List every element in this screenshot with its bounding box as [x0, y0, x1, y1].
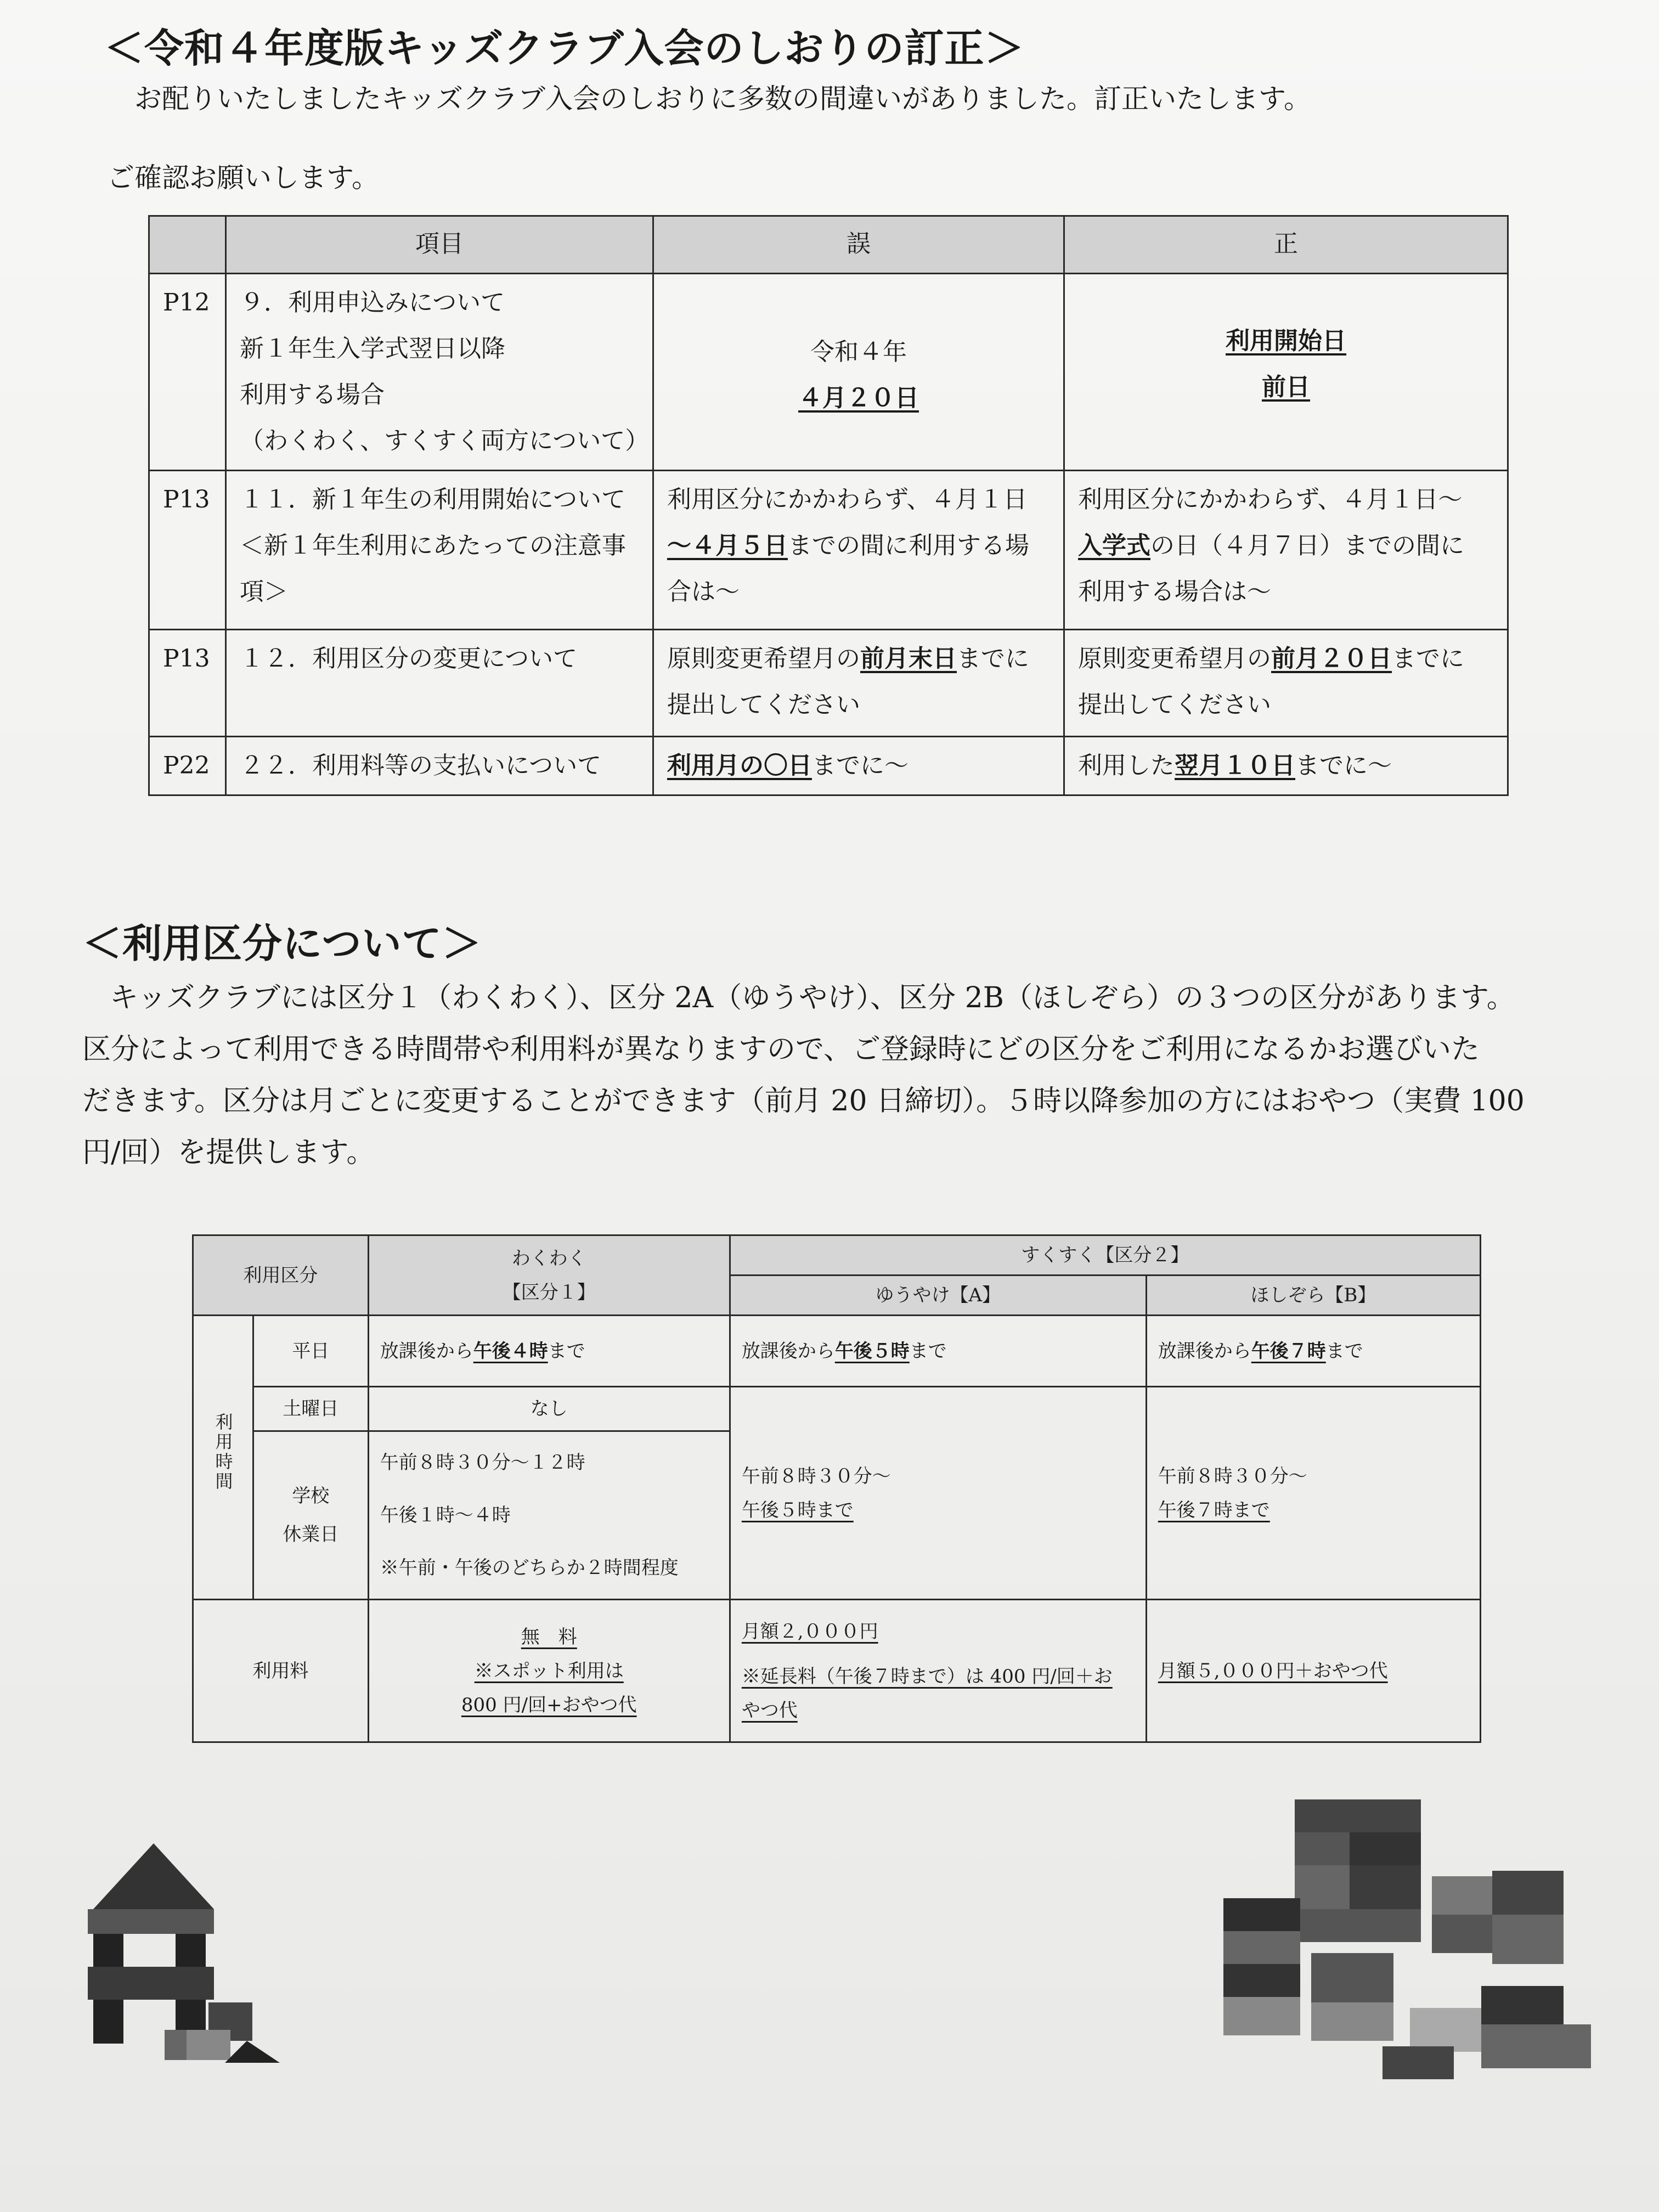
cell-line-underlined: 月額５,０００円＋おやつ代: [1158, 1660, 1388, 1682]
right-line: [1078, 523, 1494, 569]
right-line-underlined: 前日: [1262, 373, 1311, 401]
row-wrong: [653, 471, 1064, 630]
hoshizora-saturday-holiday: [1146, 1387, 1480, 1600]
block-house-illustration: [82, 1832, 291, 2085]
header-wakuwaku-line2: 【区分１】: [502, 1281, 596, 1304]
cell-line-underlined: ※スポット利用は: [474, 1660, 624, 1682]
wrong-line: 利用区分にかかわらず、４月１日: [667, 486, 1028, 514]
wrong-line: [667, 636, 1050, 682]
usage-category-title: ＜利用区分について＞: [82, 921, 482, 967]
cell-underlined: 午後４時: [473, 1340, 548, 1362]
cell-line: 午前８時３０分〜１２時: [380, 1452, 585, 1474]
wakuwaku-holiday: [368, 1431, 730, 1600]
item-line: １２．利用区分の変更について: [239, 645, 578, 673]
row-page: P13: [149, 471, 226, 630]
usage-line: だきます。区分は月ごとに変更することができます（前月 20 日締切）。５時以降参加の方にはおやつ（実費 100: [82, 1085, 1525, 1118]
yuuyake-weekday: [730, 1316, 1146, 1387]
cell-line-underlined: 午後５時まで: [741, 1499, 854, 1521]
table-row: [149, 630, 1508, 737]
header-hoshizora: ほしぞら【B】: [1146, 1276, 1480, 1316]
cell-text: まで: [1325, 1340, 1363, 1362]
row-page: P22: [149, 737, 226, 795]
right-text: までに〜: [1295, 752, 1392, 780]
right-line: [1078, 636, 1494, 682]
row-item: [225, 630, 653, 737]
row-right: [1064, 630, 1508, 737]
hoshizora-weekday: [1146, 1316, 1480, 1387]
row-right: [1064, 274, 1508, 471]
right-line: [1078, 743, 1494, 789]
right-text: の日（４月７日）までの間に: [1150, 532, 1465, 560]
block-stack-illustration: [1218, 1788, 1602, 2096]
item-line: 新１年生入学式翌日以降: [239, 335, 505, 363]
yuuyake-fee: [730, 1600, 1146, 1742]
table-header-row: [149, 216, 1508, 274]
holiday-label-line2: 休業日: [283, 1523, 339, 1545]
row-item: [225, 471, 653, 630]
item-line: 利用する場合: [239, 381, 385, 409]
cell-line: 午前８時３０分〜: [741, 1465, 891, 1487]
hoshizora-fee: [1146, 1600, 1480, 1742]
usage-line: 円/回）を提供します。: [82, 1136, 375, 1169]
wrong-underlined: 利用月の〇日: [667, 752, 812, 780]
time-label-text: 利用時間: [212, 1412, 234, 1492]
row-wrong: [653, 630, 1064, 737]
row-right: [1064, 737, 1508, 795]
wrong-line: 令和４年: [810, 338, 907, 366]
right-line: 提出してください: [1078, 691, 1272, 719]
row-wrong: [653, 737, 1064, 795]
wrong-text: までの間に利用する場: [787, 532, 1029, 560]
correction-intro-line2: ご確認お願いします。: [107, 162, 379, 194]
header-item: 項目: [225, 216, 653, 274]
item-line: １１．新１年生の利用開始について: [239, 486, 626, 514]
correction-intro-line1: お配りいたしましたキッズクラブ入会のしおりに多数の間違いがありました。訂正いたします。: [134, 83, 1311, 115]
wrong-text: 原則変更希望月の: [667, 645, 860, 673]
row-page: P13: [149, 630, 226, 737]
wrong-text: までに〜: [811, 752, 909, 780]
wrong-line: [667, 523, 1050, 569]
row-item: [225, 737, 653, 795]
item-line: 項＞: [239, 578, 288, 606]
header-right: 正: [1064, 216, 1508, 274]
cell-line-underlined: 午後７時まで: [1158, 1499, 1270, 1521]
right-underlined: 翌月１０日: [1175, 752, 1296, 780]
header-wakuwaku: [368, 1235, 730, 1316]
cell-text: 放課後から: [1158, 1340, 1251, 1362]
wrong-underlined: 〜４月５日: [667, 532, 788, 560]
category-table: [192, 1234, 1481, 1743]
wrong-text: までに: [956, 645, 1029, 673]
cell-text: 放課後から: [380, 1340, 473, 1362]
header-page: [149, 216, 226, 274]
usage-line: 区分によって利用できる時間帯や利用料が異なりますので、ご登録時にどの区分をご利用になるかお選びいた: [82, 1033, 1480, 1066]
header-wrong: 誤: [653, 216, 1064, 274]
header-yuuyake: ゆうやけ【A】: [730, 1276, 1146, 1316]
correction-table: [148, 215, 1509, 796]
wrong-line-underlined: ４月２０日: [798, 384, 919, 412]
cell-line: 午前８時３０分〜: [1158, 1465, 1307, 1487]
cell-underlined: 午後５時: [834, 1340, 910, 1362]
cell-text: まで: [909, 1340, 947, 1362]
table-header-row: [193, 1235, 1481, 1276]
holiday-label: [253, 1431, 368, 1600]
wrong-line: 合は〜: [667, 578, 740, 606]
row-right: [1064, 471, 1508, 630]
cell-underlined: 午後７時: [1251, 1340, 1326, 1362]
table-row: [149, 274, 1508, 471]
wakuwaku-weekday: [368, 1316, 730, 1387]
table-row: [193, 1387, 1481, 1431]
right-text: 原則変更希望月の: [1078, 645, 1272, 673]
table-row: [193, 1600, 1481, 1742]
cell-line-underlined: 無 料: [521, 1626, 577, 1648]
usage-line: キッズクラブには区分１（わくわく）、区分 2A（ゆうやけ）、区分 2B（ほしぞら）の３つの区分があります。: [110, 981, 1515, 1014]
right-underlined: 入学式: [1078, 532, 1151, 560]
right-line: 利用区分にかかわらず、４月１日〜: [1078, 486, 1463, 514]
cell-line: ※午前・午後のどちらか２時間程度: [380, 1557, 679, 1579]
wakuwaku-fee: [368, 1600, 730, 1742]
cell-line-underlined: 800 円/回+おやつ代: [461, 1694, 637, 1716]
wrong-line: [667, 743, 1050, 789]
right-line: 利用する場合は〜: [1078, 578, 1272, 606]
right-text: までに: [1392, 645, 1465, 673]
correction-title: ＜令和４年度版キッズクラブ入会のしおりの訂正＞: [104, 25, 1025, 71]
row-page: P12: [149, 274, 226, 471]
saturday-label: 土曜日: [253, 1387, 368, 1431]
item-line: （わくわく、すくすく両方について）: [239, 427, 650, 455]
cell-text: 放課後から: [741, 1340, 835, 1362]
item-line: ２２．利用料等の支払いについて: [239, 752, 602, 780]
right-underlined: 前月２０日: [1271, 645, 1392, 673]
wrong-underlined: 前月末日: [860, 645, 957, 673]
right-line-underlined: 利用開始日: [1226, 327, 1347, 355]
table-row: [193, 1316, 1481, 1387]
header-sukusuku: すくすく【区分２】: [730, 1235, 1480, 1276]
wrong-line: 提出してください: [667, 691, 860, 719]
item-line: ＜新１年生利用にあたっての注意事: [239, 532, 626, 560]
cell-text: まで: [548, 1340, 585, 1362]
holiday-label-line1: 学校: [292, 1485, 330, 1507]
cell-line-underlined: やつ代: [741, 1699, 798, 1722]
row-item: [225, 274, 653, 471]
cell-line-underlined: 月額２,０００円: [741, 1620, 878, 1643]
time-label: [193, 1316, 253, 1600]
cell-line-underlined: ※延長料（午後７時まで）は 400 円/回＋お: [741, 1665, 1113, 1688]
fee-label: 利用料: [193, 1600, 369, 1742]
weekday-label: 平日: [253, 1316, 368, 1387]
header-wakuwaku-line1: わくわく: [511, 1247, 586, 1269]
header-corner: 利用区分: [193, 1235, 369, 1316]
row-wrong: [653, 274, 1064, 471]
item-line: ９．利用申込みについて: [239, 289, 505, 317]
cell-line: 午後１時〜４時: [380, 1504, 511, 1526]
table-row: [149, 471, 1508, 630]
wakuwaku-saturday: なし: [368, 1387, 730, 1431]
yuuyake-saturday-holiday: [730, 1387, 1146, 1600]
table-row: [149, 737, 1508, 795]
right-text: 利用した: [1078, 752, 1175, 780]
